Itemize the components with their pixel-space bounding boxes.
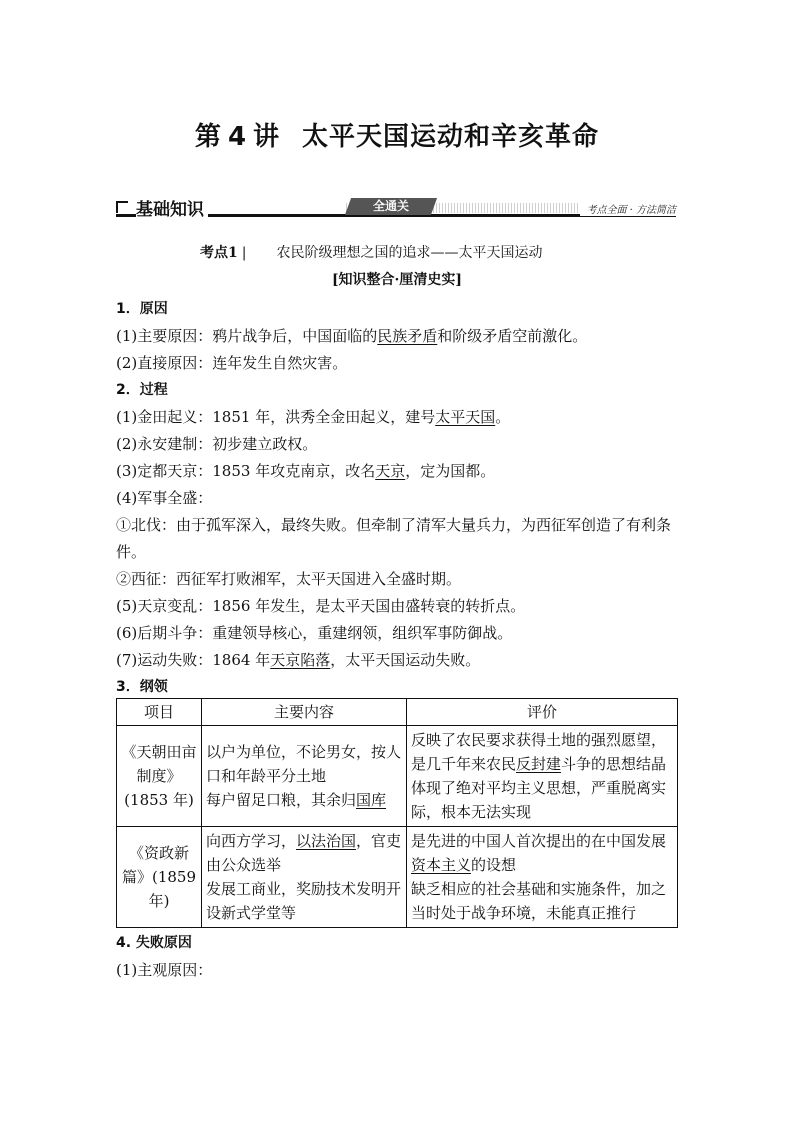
cell-line: 以户为单位，不论男女，按人口和年龄平分土地 bbox=[206, 743, 402, 785]
cell-line: 发展工商业，奖励技术发明开设新式学堂等 bbox=[206, 880, 402, 922]
cell-line: 是先进的中国人首次提出的在中国发展资本主义的设想 bbox=[411, 832, 667, 874]
underlined-term: 天京 bbox=[375, 462, 406, 480]
underlined-term: 太平天国 bbox=[435, 408, 496, 426]
table-header: 主要内容 bbox=[202, 699, 407, 726]
cell-line: 向西方学习，以法治国，官吏由公众选举 bbox=[206, 832, 402, 874]
underlined-term: 以法治国 bbox=[296, 832, 357, 850]
section-heading-causes: 1．原因 bbox=[116, 301, 168, 317]
banner-tag bbox=[345, 198, 437, 215]
table-cell-content bbox=[202, 827, 407, 928]
table-header-row bbox=[117, 699, 678, 726]
banner-label: 基础知识 bbox=[136, 195, 208, 220]
banner-corner-icon bbox=[116, 201, 128, 213]
program-table bbox=[116, 698, 678, 928]
cell-line: 每户留足口粮，其余归国库 bbox=[206, 791, 387, 809]
section-heading-failure: 4. 失败原因 bbox=[116, 935, 192, 951]
paragraph: ①北伐：由于孤军深入，最终失败。但牵制了清军大量兵力，为西征军创造了有利条件。 bbox=[116, 516, 672, 561]
kaodian-heading bbox=[200, 242, 542, 262]
section-banner bbox=[116, 195, 676, 221]
title-main: 太平天国运动和辛亥革命 bbox=[302, 122, 600, 152]
lecture-number: 4 bbox=[227, 122, 248, 152]
title-prefix: 第 bbox=[194, 122, 222, 152]
paragraph: (4)军事全盛： bbox=[116, 489, 213, 507]
banner-tag-text: 全通关 bbox=[372, 199, 409, 213]
cell-line: 反映了农民要求获得土地的强烈愿望，是几千年来农民反封建斗争的思想结晶 bbox=[411, 731, 667, 773]
table-row bbox=[117, 726, 678, 827]
failure-section bbox=[116, 930, 686, 984]
table-cell-content bbox=[202, 726, 407, 827]
content-body bbox=[116, 296, 686, 701]
paragraph: (3)定都天京：1853 年攻克南京，改名天京，定为国都。 bbox=[116, 462, 496, 480]
section-heading-program: 3．纲领 bbox=[116, 679, 168, 695]
paragraph: (6)后期斗争：重建领导核心，重建纲领，组织军事防御战。 bbox=[116, 624, 513, 642]
paragraph: (2)直接原因：连年发生自然灾害。 bbox=[116, 354, 348, 372]
table-header: 评价 bbox=[407, 699, 678, 726]
paragraph: (1)金田起义：1851 年，洪秀全金田起义，建号太平天国。 bbox=[116, 408, 511, 426]
cell-line: 缺乏相应的社会基础和实施条件，加之当时处于战争环境，未能真正推行 bbox=[411, 880, 667, 922]
underlined-term: 反封建 bbox=[516, 755, 562, 773]
paragraph: (1)主要原因：鸦片战争后，中国面临的民族矛盾和阶级矛盾空前激化。 bbox=[116, 327, 588, 345]
kaodian-label: 考点1 bbox=[200, 245, 238, 261]
table-cell-item: 《资政新篇》(1859 年) bbox=[117, 827, 202, 928]
paragraph: (1)主观原因： bbox=[116, 961, 213, 979]
title-lecture-word: 讲 bbox=[253, 122, 281, 152]
table-row bbox=[117, 827, 678, 928]
subheading: [知识整合·厘清史实] bbox=[331, 272, 463, 288]
banner-right-text: 考点全面 · 方法简洁 bbox=[580, 201, 676, 216]
paragraph: (2)永安建制：初步建立政权。 bbox=[116, 435, 318, 453]
page-title bbox=[0, 116, 794, 153]
table-cell-evaluation bbox=[407, 827, 678, 928]
underlined-term: 民族矛盾 bbox=[377, 327, 438, 345]
cell-line: 体现了绝对平均主义思想，严重脱离实际，根本无法实现 bbox=[411, 779, 667, 821]
kaodian-separator: | bbox=[241, 245, 247, 261]
underlined-term: 国库 bbox=[356, 791, 387, 809]
table-cell-item: 《天朝田亩制度》(1853 年) bbox=[117, 726, 202, 827]
section-heading-process: 2．过程 bbox=[116, 382, 168, 398]
paragraph: ②西征：西征军打败湘军，太平天国进入全盛时期。 bbox=[116, 570, 462, 588]
paragraph: (5)天京变乱：1856 年发生，是太平天国由盛转衰的转折点。 bbox=[116, 597, 526, 615]
kaodian-title: 农民阶级理想之国的追求——太平天国运动 bbox=[276, 245, 543, 261]
underlined-term: 资本主义 bbox=[411, 856, 472, 874]
paragraph: (7)运动失败：1864 年天京陷落，太平天国运动失败。 bbox=[116, 651, 481, 669]
underlined-term: 天京陷落 bbox=[270, 651, 331, 669]
table-cell-evaluation bbox=[407, 726, 678, 827]
table-header: 项目 bbox=[117, 699, 202, 726]
